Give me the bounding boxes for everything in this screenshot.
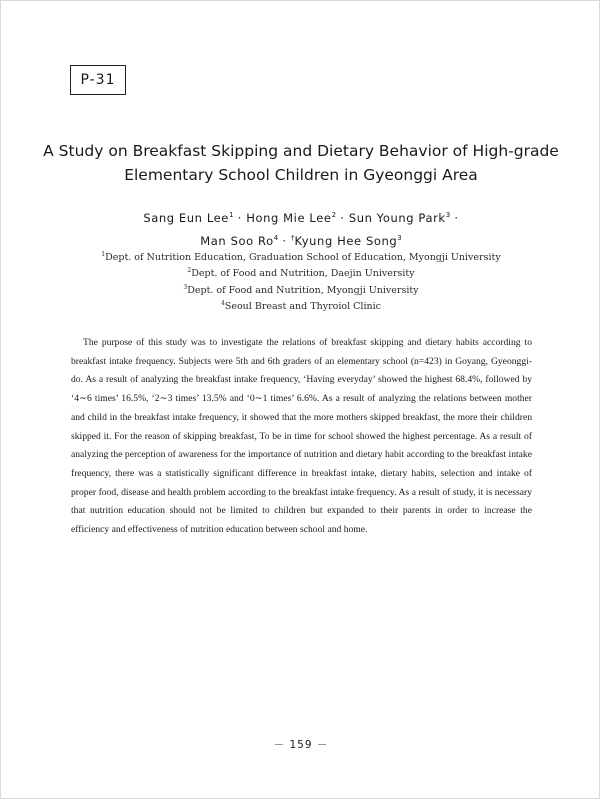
affiliation-sup: 2 bbox=[187, 267, 192, 275]
title-line-2: Elementary School Children in Gyeonggi Area bbox=[124, 166, 478, 184]
abstract-text: The purpose of this study was to investigate the relations of breakfast skipping and dietary habits according to breakfast intake frequency. Subjects were 5th and 6th graders of an elementary school (n=423) in Goyang, Gyeonggi-do. As a result of analyzing the breakfast intake frequency, ‘Having everyday’ showed the highest 68.4%, followed by ‘4∼6 times’ 16.5%, ‘2∼3 times’ 13.5% and ‘0∼1 times’ 6.6%. As a result of analyzing the relations between mother and child in the breakfast intake frequency, it showed that the more mothers skipped breakfast, the more their children skipped it. For the reason of skipping breakfast, To be in time for school showed the highest percentage. As a result of analyzing the perception of awareness for the importance of nutrition and dietary habit according to the breakfast intake frequency, there was a statistically significant difference in breakfast intake, dietary habits, selection and intake of proper food, disease and health problem according to the breakfast intake frequency. As a result of study, it is necessary that nutrition education should not be limited to children but expanded to their parents in order to increase the efficiency and effectiveness of nutrition education between school and home. bbox=[71, 337, 532, 536]
author-separator: · bbox=[336, 211, 349, 225]
affiliation-text: Dept. of Nutrition Education, Graduation School of Education, Myongji University bbox=[105, 252, 501, 263]
affiliation-sup: 1 bbox=[101, 251, 106, 258]
author-name: Hong Mie Lee bbox=[246, 211, 332, 225]
page-number: － 159 － bbox=[273, 739, 329, 751]
paper-title bbox=[41, 139, 561, 187]
author-affil-sup: 3 bbox=[445, 211, 451, 219]
affiliation-line bbox=[61, 297, 541, 313]
author-affil-sup: 2 bbox=[331, 211, 337, 219]
author-name: Sun Young Park bbox=[348, 211, 446, 225]
affiliation-line bbox=[61, 248, 541, 264]
author-line-1 bbox=[61, 205, 541, 228]
poster-code-box bbox=[70, 65, 126, 95]
affiliation-text: Dept. of Food and Nutrition, Daejin University bbox=[191, 268, 415, 280]
affiliation-line bbox=[61, 264, 541, 280]
affiliation-text: Dept. of Food and Nutrition, Myongji University bbox=[187, 284, 419, 296]
author-separator: · bbox=[278, 234, 291, 248]
corresponding-author-mark: † bbox=[290, 234, 295, 242]
author-name: Man Soo Ro bbox=[200, 234, 274, 248]
affiliation-text: Seoul Breast and Thyroiol Clinic bbox=[224, 300, 381, 312]
title-line-1: A Study on Breakfast Skipping and Dietary Behavior of High-grade bbox=[43, 142, 559, 160]
affiliation-sup: 3 bbox=[183, 283, 188, 291]
author-affil-sup: 4 bbox=[273, 234, 279, 242]
affiliation-list bbox=[61, 248, 541, 313]
affiliation-line bbox=[61, 281, 541, 297]
author-affil-sup: 1 bbox=[228, 211, 234, 219]
author-separator: · bbox=[450, 211, 459, 225]
affiliation-sup: 4 bbox=[221, 299, 225, 307]
author-name: Kyung Hee Song bbox=[294, 234, 398, 248]
author-name: Sang Eun Lee bbox=[143, 211, 229, 225]
author-affil-sup: 3 bbox=[397, 234, 402, 242]
author-separator: · bbox=[233, 211, 247, 225]
author-list bbox=[61, 205, 541, 251]
poster-code: P-31 bbox=[80, 72, 116, 88]
